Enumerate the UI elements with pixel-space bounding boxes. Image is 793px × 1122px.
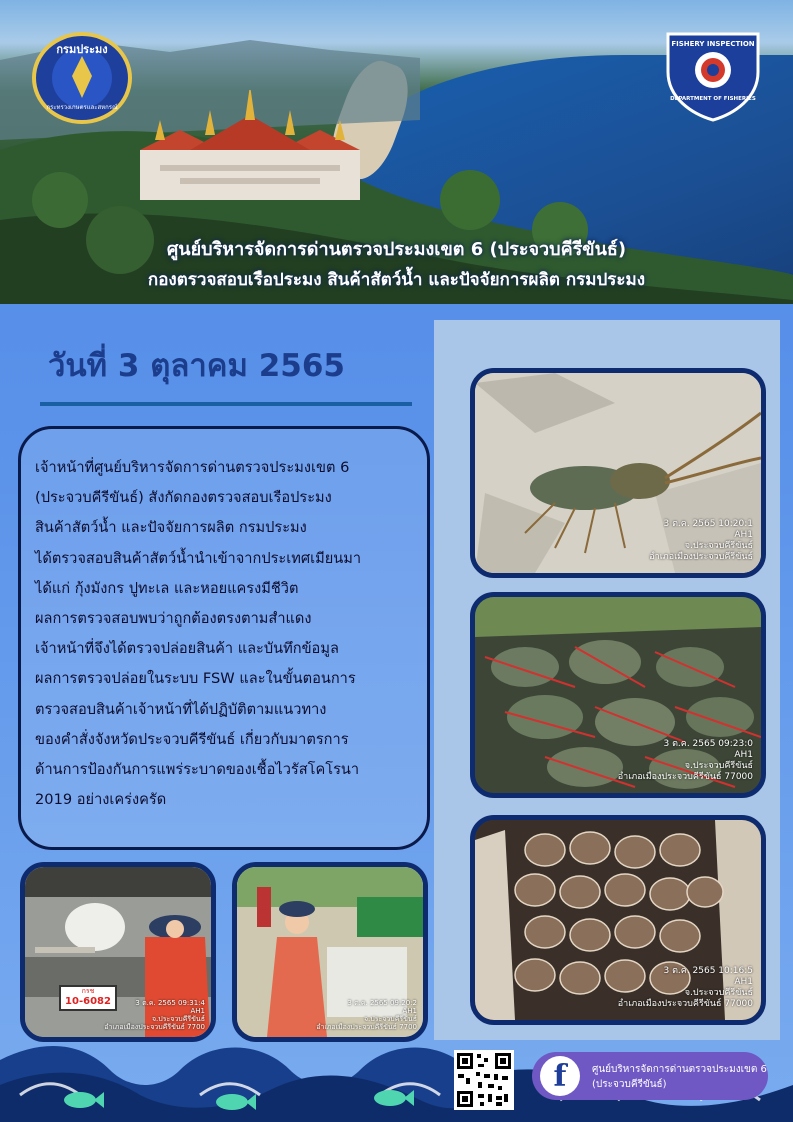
body-line: เจ้าหน้าที่จึงได้ตรวจปล่อยสินค้า และบันทึกข้อมูล: [35, 640, 339, 658]
body-line: (ประจวบคีรีขันธ์) สังกัดกองตรวจสอบเรือประมง: [35, 489, 332, 507]
truck-plate-prefix: กรช: [81, 987, 95, 995]
cockle-photo: [470, 815, 766, 1025]
lobster-photo: [470, 368, 766, 578]
body-line: ได้ตรวจสอบสินค้าสัตว์น้ำนำเข้าจากประเทศเมียนมา: [35, 549, 362, 567]
facebook-logo-letter: f: [553, 1059, 567, 1094]
news-text-box: [18, 426, 430, 850]
crab-photo: [470, 592, 766, 798]
facebook-page-name-line-1: ศูนย์บริหารจัดการด่านตรวจประมงเขต 6: [592, 1064, 767, 1075]
body-line: ด้านการป้องกันการแพร่ระบาดของเชื้อไวรัสโคโรนา: [35, 761, 360, 779]
department-of-fisheries-logo: [32, 32, 132, 124]
body-line: ผลการตรวจสอบพบว่าถูกต้องตรงตามสำแดง: [35, 610, 312, 628]
temple-illustration: [120, 90, 380, 210]
officer-photo-timestamp: 3 ต.ค. 2565 09:20:2 AH1 จ.ประจวบคีรีขันธ์ อำเภอเมืองประจวบคีรีขันธ์ 7700: [316, 999, 417, 1031]
logo-left-text: กรมประมง: [56, 43, 108, 56]
cockle-photo-timestamp: 3 ต.ค. 2565 10:16:5 AH1 จ.ประจวบคีรีขันธ์ อำเภอเมืองประจวบคีรีขันธ์ 77000: [617, 966, 753, 1009]
hero-title-line-2: กองตรวจสอบเรือประมง สินค้าสัตว์น้ำ และปัจจัยการผลิต กรมประมง: [147, 270, 646, 290]
facebook-page-name-line-2: (ประจวบคีรีขันธ์): [592, 1079, 667, 1090]
body-line: ได้แก่ กุ้งมังกร ปูทะเล และหอยแครงมีชีวิต: [35, 579, 299, 597]
fishery-inspection-logo: [660, 26, 766, 122]
body-line: ผลการตรวจปล่อยในระบบ FSW และในขั้นตอนการ: [35, 670, 356, 688]
truck-inspection-photo: [20, 862, 216, 1042]
truck-plate-number: 10-6082: [65, 996, 111, 1007]
truck-photo-timestamp: 3 ต.ค. 2565 09:31:4 AH1 จ.ประจวบคีรีขันธ์ อำเภอเมืองประจวบคีรีขันธ์ 7700: [104, 999, 205, 1031]
date-underline: [40, 402, 412, 406]
logo-left-subtext: กระทรวงเกษตรและสหกรณ์: [46, 104, 118, 111]
logo-right-text-top: FISHERY INSPECTION: [671, 40, 755, 48]
date-heading: วันที่ 3 ตุลาคม 2565: [48, 348, 345, 384]
hero-title-line-1: ศูนย์บริหารจัดการด่านตรวจประมงเขต 6 (ประจวบคีรีขันธ์): [166, 239, 627, 260]
body-line: 2019 อย่างเคร่งครัด: [35, 791, 167, 809]
hero-banner: [0, 0, 793, 304]
qr-code[interactable]: [454, 1050, 514, 1110]
officer-inspection-photo: [232, 862, 428, 1042]
body-line: ตรวจสอบสินค้าเจ้าหน้าที่ได้ปฏิบัติตามแนวทาง: [35, 700, 327, 718]
lobster-photo-timestamp: 3 ต.ค. 2565 10:20:1 AH1 จ.ประจวบคีรีขันธ์ อำเภอเมืองประจวบคีรีขันธ์: [649, 519, 753, 562]
body-line: สินค้าสัตว์น้ำ และปัจจัยการผลิต กรมประมง: [35, 519, 307, 537]
crab-photo-timestamp: 3 ต.ค. 2565 09:23:0 AH1 จ.ประจวบคีรีขันธ์ อำเภอเมืองประจวบคีรีขันธ์ 77000: [617, 739, 753, 782]
body-line: ของคำสั่งจังหวัดประจวบคีรีขันธ์ เกี่ยวกับมาตรการ: [35, 730, 349, 748]
logo-right-text-bottom: DEPARTMENT OF FISHERIES: [670, 96, 756, 102]
body-line: เจ้าหน้าที่ศูนย์บริหารจัดการด่านตรวจประมงเขต 6: [35, 459, 350, 476]
